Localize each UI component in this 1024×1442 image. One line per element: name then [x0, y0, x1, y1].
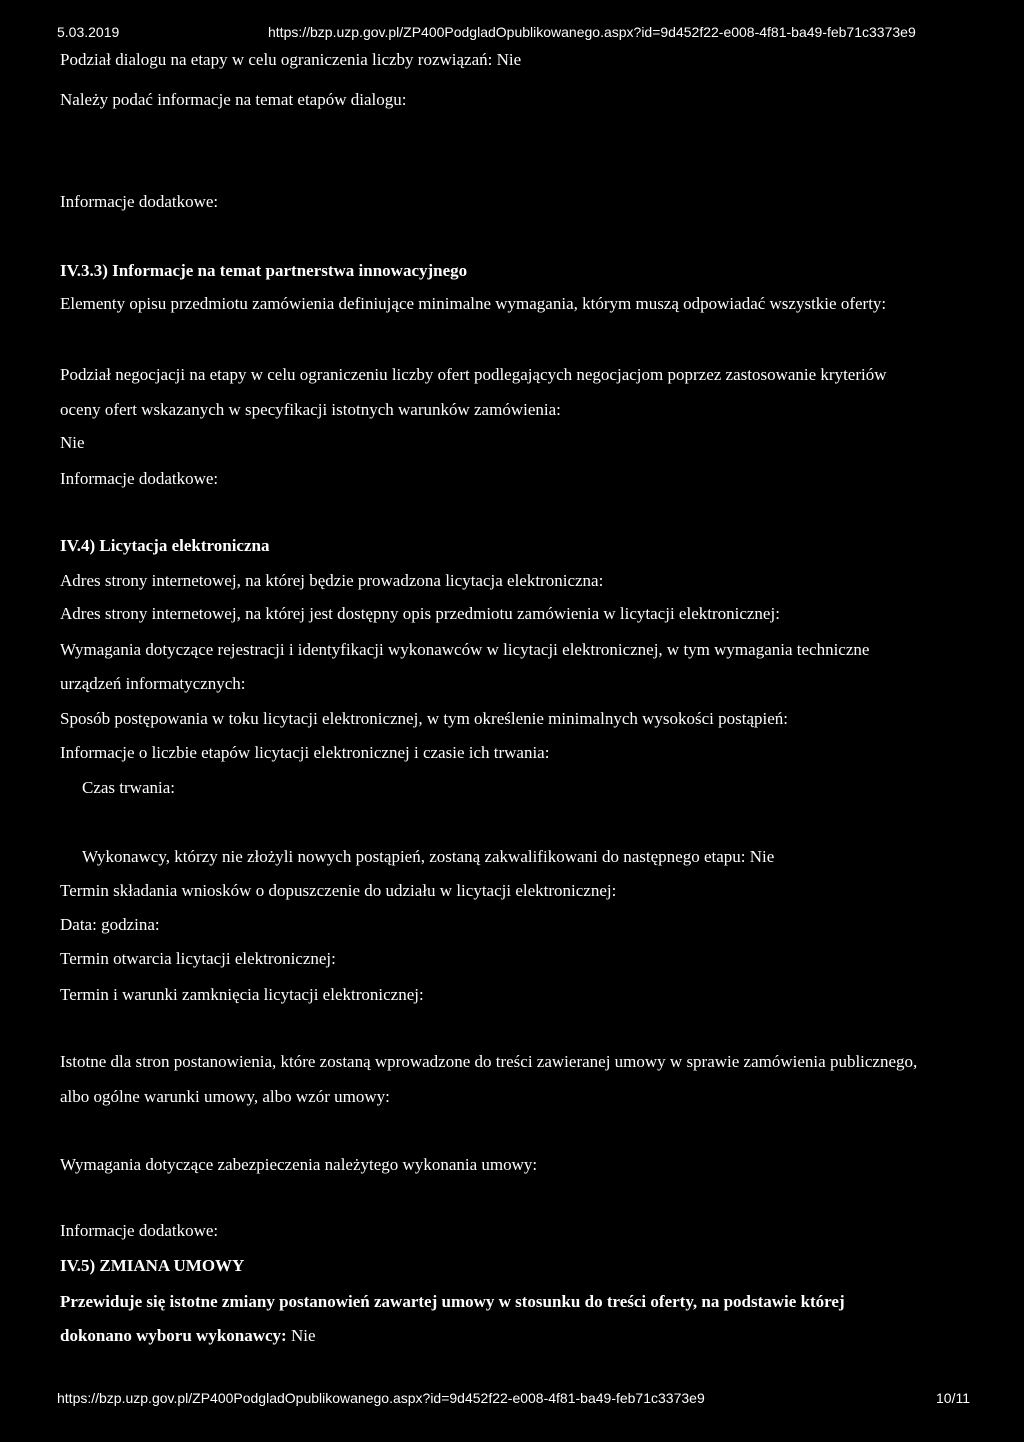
contract-changes-line-2 — [60, 1326, 316, 1346]
dialog-stages-line: Podział dialogu na etapy w celu ograniczenia liczby rozwiązań: Nie — [60, 50, 522, 69]
duration-label: Czas trwania: — [82, 778, 175, 797]
qualification-line: Wykonawcy, którzy nie złożyli nowych postąpień, zostaną zakwalifikowani do następnego etapu: Nie — [82, 847, 775, 866]
additional-info-label: Informacje dodatkowe: — [60, 469, 219, 488]
negotiation-stages-value: Nie — [60, 433, 85, 452]
registration-requirements-line-1: Wymagania dotyczące rejestracji i identyfikacji wykonawców w licytacji elektronicznej, w tym wymagania techniczne — [60, 640, 870, 659]
auction-procedure-label: Sposób postępowania w toku licytacji elektronicznej, w tym określenie minimalnych wysokości postąpień: — [60, 709, 789, 728]
performance-security-label: Wymagania dotyczące zabezpieczenia należytego wykonania umowy: — [60, 1155, 538, 1174]
section-heading-iv-5: IV.5) ZMIANA UMOWY — [60, 1256, 245, 1275]
page-header — [0, 24, 1024, 42]
auction-closing-label: Termin i warunki zamknięcia licytacji elektronicznej: — [60, 985, 424, 1004]
additional-info-label: Informacje dodatkowe: — [60, 192, 219, 211]
header-url: https://bzp.uzp.gov.pl/ZP400PodgladOpublikowanego.aspx?id=9d452f22-e008-4f81-ba49-feb71c3373e9 — [268, 24, 916, 40]
dialog-stages-info-label: Należy podać informacje na temat etapów dialogu: — [60, 90, 407, 109]
additional-info-label: Informacje dodatkowe: — [60, 1221, 219, 1240]
contract-provisions-line-2: albo ogólne warunki umowy, albo wzór umowy: — [60, 1087, 390, 1106]
registration-requirements-line-2: urządzeń informatycznych: — [60, 674, 246, 693]
auction-website-label: Adres strony internetowej, na której będzie prowadzona licytacja elektroniczna: — [60, 571, 604, 590]
negotiation-stages-line-2: oceny ofert wskazanych w specyfikacji istotnych warunków zamówienia: — [60, 400, 561, 419]
page-number: 10/11 — [936, 1390, 970, 1406]
innovation-min-requirements-label: Elementy opisu przedmiotu zamówienia definiujące minimalne wymagania, którym muszą odpowiadać wszystkie oferty: — [60, 294, 887, 313]
contract-changes-label: dokonano wyboru wykonawcy: — [60, 1326, 287, 1345]
negotiation-stages-line-1: Podział negocjacji na etapy w celu ograniczeniu liczby ofert podlegających negocjacjom poprzez zastosowanie kryteriów — [60, 365, 887, 384]
contract-changes-value: Nie — [290, 1326, 316, 1345]
section-heading-iv-4: IV.4) Licytacja elektroniczna — [60, 536, 270, 555]
print-date: 5.03.2019 — [57, 24, 120, 40]
application-deadline-label: Termin składania wniosków o dopuszczenie do udziału w licytacji elektronicznej: — [60, 881, 617, 900]
date-time-label: Data: godzina: — [60, 915, 160, 934]
footer-url: https://bzp.uzp.gov.pl/ZP400PodgladOpublikowanego.aspx?id=9d452f22-e008-4f81-ba49-feb71c3373e9 — [57, 1390, 705, 1406]
section-heading-iv-3-3: IV.3.3) Informacje na temat partnerstwa innowacyjnego — [60, 261, 468, 280]
auction-description-website-label: Adres strony internetowej, na której jest dostępny opis przedmiotu zamówienia w licytacji elektronicznej: — [60, 604, 780, 623]
page-footer — [0, 1390, 1024, 1408]
auction-stages-label: Informacje o liczbie etapów licytacji elektronicznej i czasie ich trwania: — [60, 743, 550, 762]
contract-changes-line-1: Przewiduje się istotne zmiany postanowień zawartej umowy w stosunku do treści oferty, na podstawie której — [60, 1292, 845, 1311]
contract-provisions-line-1: Istotne dla stron postanowienia, które zostaną wprowadzone do treści zawieranej umowy w sprawie zamówienia publicznego, — [60, 1052, 918, 1071]
auction-opening-label: Termin otwarcia licytacji elektronicznej: — [60, 949, 336, 968]
